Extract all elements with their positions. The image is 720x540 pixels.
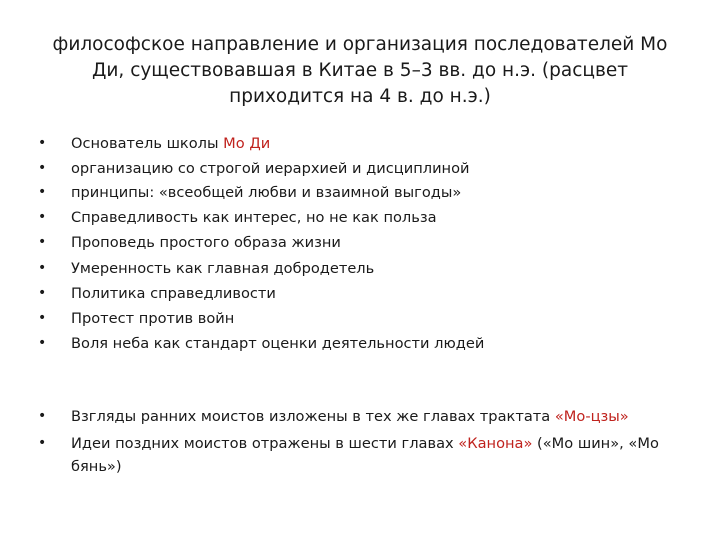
list-item-6 xyxy=(38,257,668,280)
bullet-marker: • xyxy=(38,435,47,451)
item-text xyxy=(71,257,668,280)
list-item-1 xyxy=(38,132,668,155)
bullet-marker: • xyxy=(38,209,47,225)
item-text xyxy=(71,132,668,155)
item-highlight: «Канона» xyxy=(458,435,533,452)
slide-title: философское направление и организация последователей Мо Ди, существовавшая в Китае в 5–3 вв. до н.э. (расцвет приходится на 4 в. до н.э.) xyxy=(52,34,668,107)
item-text-plain: Умеренность как главная добродетель xyxy=(71,260,375,277)
list-item-9 xyxy=(38,332,668,355)
item-highlight: «Мо-цзы» xyxy=(554,408,629,425)
item-text xyxy=(71,206,668,229)
item-text xyxy=(71,231,668,254)
list-item-4 xyxy=(38,206,668,229)
bullet-marker: • xyxy=(38,335,47,351)
item-text xyxy=(71,282,668,305)
bullet-marker: • xyxy=(38,234,47,250)
bullet-marker: • xyxy=(38,260,47,276)
item-text-plain: Воля неба как стандарт оценки деятельности людей xyxy=(71,335,485,352)
bullet-marker: • xyxy=(38,285,47,301)
item-text xyxy=(71,332,668,355)
item-text-plain: Протест против войн xyxy=(71,310,235,327)
item-text xyxy=(71,307,668,330)
item-text-plain: Основатель школы xyxy=(71,135,224,152)
list-item-7 xyxy=(38,282,668,305)
bullet-marker: • xyxy=(38,310,47,326)
bullet-marker: • xyxy=(38,184,47,200)
item-text-plain: Справедливость как интерес, но не как польза xyxy=(71,209,437,226)
bullet-marker: • xyxy=(38,408,47,424)
item-text-plain: Идеи поздних моистов отражены в шести главах xyxy=(71,435,459,452)
list-item-5 xyxy=(38,231,668,254)
list-item-11 xyxy=(38,432,668,478)
item-highlight: Мо Ди xyxy=(223,135,271,152)
list-item-3 xyxy=(38,181,668,204)
item-text-plain: Проповедь простого образа жизни xyxy=(71,234,341,251)
item-text xyxy=(71,157,668,180)
bullet-marker: • xyxy=(38,135,47,151)
list-item-8 xyxy=(38,307,668,330)
bullet-marker: • xyxy=(38,160,47,176)
list-item-10 xyxy=(38,405,668,428)
item-text xyxy=(71,432,668,478)
item-text xyxy=(71,405,668,428)
item-text xyxy=(71,181,668,204)
item-text-plain: организацию со строгой иерархией и дисциплиной xyxy=(71,160,470,177)
item-text-tail: («Мо шин», «Мо бянь») xyxy=(71,435,659,475)
list-item-2 xyxy=(38,157,668,180)
item-text-plain: Политика справедливости xyxy=(71,285,276,302)
item-text-plain: принципы: «всеобщей любви и взаимной выгоды» xyxy=(71,184,462,201)
item-text-plain: Взгляды ранних моистов изложены в тех же главах трактата xyxy=(71,408,555,425)
